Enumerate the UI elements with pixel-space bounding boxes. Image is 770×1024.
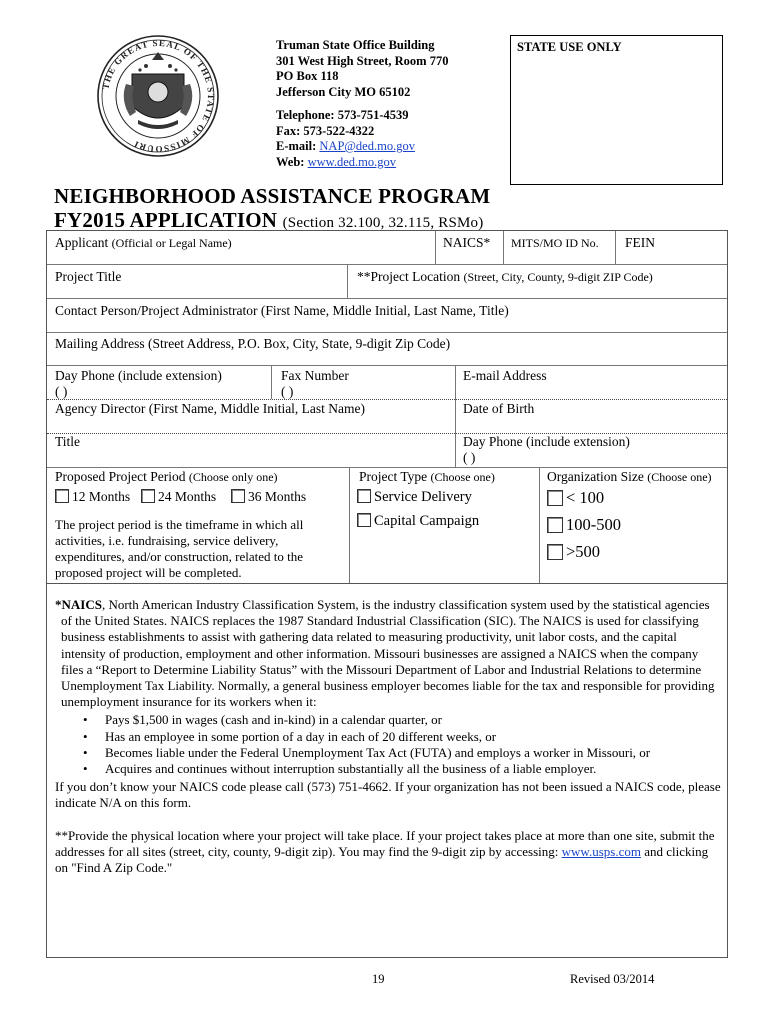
usps-link[interactable]: www.usps.com bbox=[561, 843, 641, 859]
period-12-months-label: 12 Months bbox=[72, 489, 131, 504]
project-location-note: (Street, City, County, 9-digit ZIP Code) bbox=[463, 270, 653, 284]
project-location-label: **Project Location bbox=[357, 269, 461, 284]
type-service-delivery-label: Service Delivery bbox=[374, 489, 472, 505]
period-12-months-option[interactable] bbox=[55, 489, 130, 505]
email-link[interactable]: NAP@ded.mo.gov bbox=[319, 139, 415, 153]
day-phone-2-label: Day Phone (include extension) bbox=[463, 434, 630, 449]
size-over-500-label: >500 bbox=[566, 542, 601, 561]
application-year: FY2015 APPLICATION bbox=[54, 208, 278, 232]
seal-lettering: THE GREAT SEAL OF THE STATE OF MISSOURI bbox=[100, 37, 217, 155]
organization-size-choose: (Choose one) bbox=[647, 470, 712, 484]
project-period-label: Proposed Project Period bbox=[55, 469, 186, 484]
fein-field[interactable]: FEIN bbox=[625, 235, 655, 250]
web-label: Web: bbox=[276, 154, 308, 169]
statute-section: (Section 32.100, 32.115, RSMo) bbox=[282, 215, 484, 231]
naics-unknown-note: If you don’t know your NAICS code please call (573) 751-4662. If your organization has not been issued a NAICS code, please indicate N/A on this form. bbox=[55, 779, 721, 811]
naics-term: *NAICS bbox=[55, 597, 102, 612]
po-box: PO Box 118 bbox=[276, 69, 339, 83]
size-under-100-label: < 100 bbox=[566, 488, 605, 507]
fax-number-field[interactable] bbox=[281, 368, 349, 400]
location-note-text: **Provide the physical location where your project will take place. If your project takes place at more than one site, submit the addresses for all sites (street, city, county, 9-digit zip). You may find the 9-digit zip by accessing: bbox=[55, 827, 715, 859]
checkbox-icon[interactable] bbox=[55, 489, 69, 503]
city-state-zip: Jefferson City MO 65102 bbox=[276, 84, 411, 99]
day-phone-2-field[interactable] bbox=[463, 434, 630, 466]
size-over-500-option[interactable] bbox=[547, 542, 600, 562]
date-of-birth-field[interactable]: Date of Birth bbox=[463, 401, 535, 416]
web-line bbox=[276, 155, 501, 171]
application-form bbox=[46, 230, 728, 958]
state-use-only-box bbox=[510, 35, 723, 185]
checkbox-icon[interactable] bbox=[547, 517, 563, 533]
organization-size-heading bbox=[547, 469, 712, 485]
title-field[interactable]: Title bbox=[55, 434, 81, 449]
state-use-label: STATE USE ONLY bbox=[517, 40, 622, 54]
project-type-label: Project Type bbox=[359, 469, 428, 484]
missouri-state-seal bbox=[96, 34, 220, 158]
building-name: Truman State Office Building bbox=[276, 38, 435, 52]
checkbox-icon[interactable] bbox=[141, 489, 155, 503]
revision-date: Revised 03/2014 bbox=[570, 972, 655, 986]
size-100-500-label: 100-500 bbox=[566, 515, 621, 534]
project-type-choose: (Choose one) bbox=[430, 470, 495, 484]
type-service-delivery-option[interactable] bbox=[357, 489, 472, 506]
page-number: 19 bbox=[372, 972, 385, 986]
mits-id-field[interactable]: MITS/MO ID No. bbox=[511, 236, 599, 250]
period-36-months-option[interactable] bbox=[231, 489, 306, 505]
contact-person-field[interactable]: Contact Person/Project Administrator (First Name, Middle Initial, Last Name, Title) bbox=[55, 303, 509, 318]
checkbox-icon[interactable] bbox=[231, 489, 245, 503]
project-title-field[interactable]: Project Title bbox=[55, 269, 122, 284]
telephone: Telephone: 573-751-4539 bbox=[276, 108, 409, 122]
project-period-heading bbox=[55, 469, 278, 485]
location-note-tail: and clicking on "Find A Zip Code." bbox=[55, 843, 709, 876]
project-type-heading bbox=[359, 469, 495, 485]
organization-size-label: Organization Size bbox=[547, 469, 644, 484]
day-phone-label: Day Phone (include extension) bbox=[55, 368, 222, 383]
program-title: NEIGHBORHOOD ASSISTANCE PROGRAM bbox=[54, 184, 491, 208]
period-24-months-label: 24 Months bbox=[158, 489, 217, 504]
naics-field[interactable]: NAICS* bbox=[443, 235, 491, 250]
location-note bbox=[55, 828, 723, 877]
naics-paragraph bbox=[55, 597, 723, 710]
project-period-note: The project period is the timeframe in which all activities, i.e. fundraising, service delivery, expenditures, and/or construction, related to the proposed project will be completed. bbox=[55, 517, 304, 580]
day-phone-field[interactable] bbox=[55, 368, 222, 400]
project-location-field[interactable] bbox=[357, 269, 653, 285]
list-item: • Becomes liable under the Federal Unemployment Tax Act (FUTA) and employs a worker in Missouri, or bbox=[83, 745, 723, 761]
mailing-address-field[interactable]: Mailing Address (Street Address, P.O. Box, City, State, 9-digit Zip Code) bbox=[55, 336, 451, 351]
applicant-label: Applicant bbox=[55, 235, 109, 250]
list-item: • Acquires and continues without interruption substantially all the business of a liable employer. bbox=[83, 761, 723, 777]
checkbox-icon[interactable] bbox=[547, 544, 563, 560]
fax-number-label: Fax Number bbox=[281, 368, 349, 383]
agency-director-field[interactable]: Agency Director (First Name, Middle Initial, Last Name) bbox=[55, 401, 366, 416]
street-address: 301 West High Street, Room 770 bbox=[276, 53, 449, 68]
project-period-choose: (Choose only one) bbox=[188, 470, 278, 484]
period-36-months-label: 36 Months bbox=[248, 489, 307, 504]
type-capital-campaign-label: Capital Campaign bbox=[374, 513, 480, 529]
checkbox-icon[interactable] bbox=[357, 513, 371, 527]
period-24-months-option[interactable] bbox=[141, 489, 216, 505]
agency-address bbox=[276, 38, 501, 170]
checkbox-icon[interactable] bbox=[357, 489, 371, 503]
list-item: • Has an employee in some portion of a day in each of 20 different weeks, or bbox=[83, 729, 723, 745]
day-phone-2-area-code: ( ) bbox=[463, 450, 476, 465]
naics-intro: , North American Industry Classification System, is the industry classification system used by the statistical agencies of the United States. NAICS replaces the 1987 Standard Industrial Classification (SIC). The NAICS is used for classifying business establishments to assist with gathering data related to measuring productivity, unit labor costs, and the capital intensity of production, employment and other information. Missouri businesses are assigned a NAICS when the company files a “Report to Determine Liability Status” with the Missouri Department of Labor and Industrial Relations to determine Unemployment Tax Liability. Normally, a general business employer becomes liable for the tax and responsible for providing unemployment insurance for its workers when it: bbox=[61, 597, 715, 710]
applicant-note: (Official or Legal Name) bbox=[111, 236, 232, 250]
list-item: • Pays $1,500 in wages (cash and in-kind) in a calendar quarter, or bbox=[83, 712, 723, 728]
checkbox-icon[interactable] bbox=[547, 490, 563, 506]
day-phone-area-code: ( ) bbox=[55, 384, 68, 399]
applicant-field[interactable] bbox=[55, 235, 232, 251]
fax: Fax: 573-522-4322 bbox=[276, 123, 375, 138]
email-label: E-mail: bbox=[276, 139, 320, 153]
web-link[interactable]: www.ded.mo.gov bbox=[307, 154, 397, 169]
email-line bbox=[276, 139, 501, 155]
naics-criteria-list bbox=[83, 712, 723, 777]
fax-area-code: ( ) bbox=[281, 384, 294, 399]
size-100-500-option[interactable] bbox=[547, 515, 621, 535]
size-under-100-option[interactable] bbox=[547, 488, 604, 508]
email-address-field[interactable]: E-mail Address bbox=[463, 368, 547, 383]
type-capital-campaign-option[interactable] bbox=[357, 513, 479, 530]
naics-information bbox=[55, 597, 723, 876]
